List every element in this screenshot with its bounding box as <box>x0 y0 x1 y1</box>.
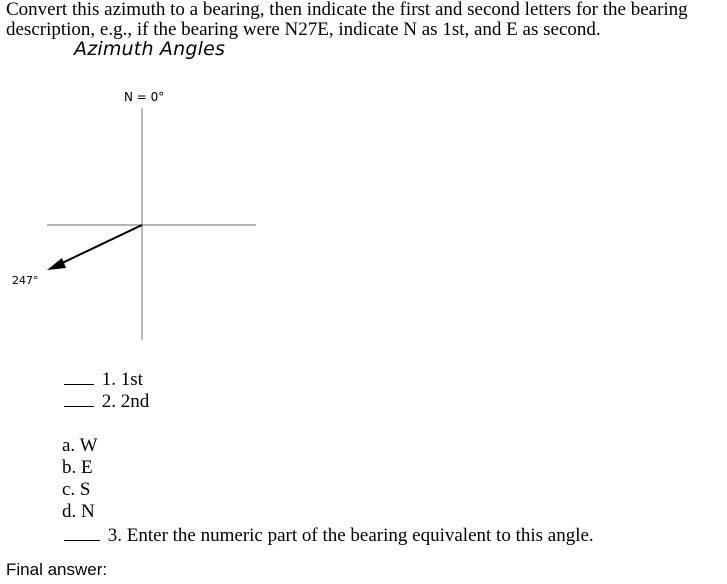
first-letter-row <box>64 368 143 391</box>
numeric-blank[interactable] <box>64 524 100 541</box>
numeric-label: 3. Enter the numeric part of the bearing equivalent to this angle. <box>107 525 594 546</box>
option-n: d. N <box>62 501 95 522</box>
first-letter-blank[interactable] <box>64 368 94 385</box>
azimuth-arrowhead <box>47 258 66 270</box>
north-label: N = 0° <box>124 90 165 104</box>
second-letter-label: 2. 2nd <box>101 391 150 412</box>
second-letter-row <box>64 390 149 413</box>
option-s: c. S <box>62 479 91 500</box>
diagram-title: Azimuth Angles <box>74 38 226 60</box>
final-answer-label: Final answer: <box>6 560 108 579</box>
numeric-row <box>64 524 594 547</box>
second-letter-blank[interactable] <box>64 390 94 407</box>
question-text: Convert this azimuth to a bearing, then indicate the first and second letters for the bearing description, e.g., if the bearing were N27E, indicate N as 1st, and E as second. <box>6 0 688 40</box>
azimuth-arrow-line <box>60 225 142 264</box>
option-e: b. E <box>62 457 93 478</box>
option-w: a. W <box>62 435 98 456</box>
first-letter-label: 1. 1st <box>101 369 143 390</box>
azimuth-label: 247° <box>12 274 39 287</box>
